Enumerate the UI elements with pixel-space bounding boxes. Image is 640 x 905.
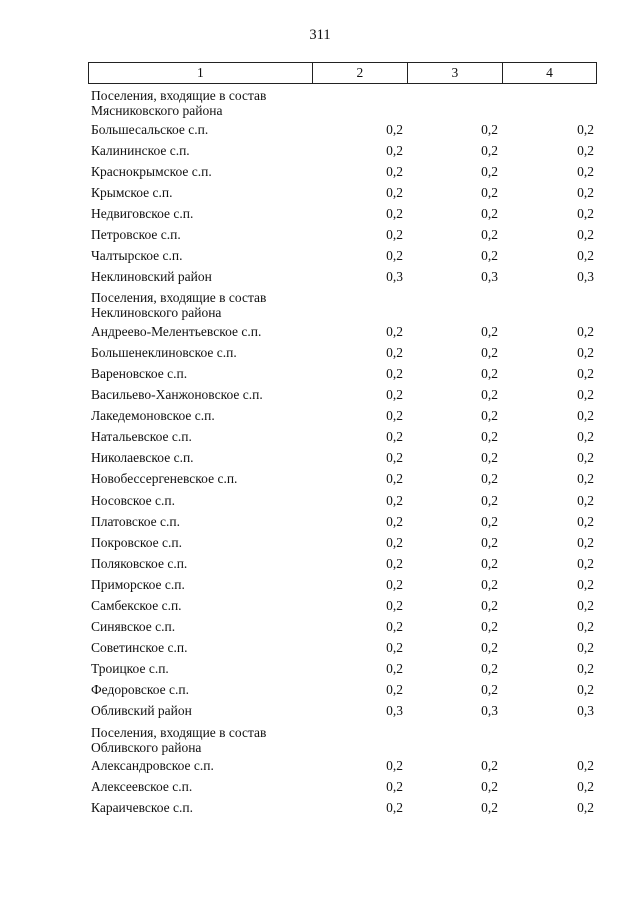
- value-col-3: 0,2: [481, 205, 498, 221]
- value-col-2: 0,2: [386, 142, 403, 158]
- table-row: [88, 798, 597, 819]
- table-row: [88, 364, 597, 385]
- table-header: [88, 62, 597, 84]
- settlement-name: Покровское с.п.: [91, 534, 182, 550]
- value-col-4: 0,2: [577, 576, 594, 592]
- table-row: [88, 554, 597, 575]
- value-col-3: 0,2: [481, 142, 498, 158]
- value-col-3: 0,2: [481, 682, 498, 698]
- group-heading-row: [88, 86, 597, 120]
- settlement-name: Лакедемоновское с.п.: [91, 408, 215, 424]
- table-row: [88, 267, 597, 288]
- value-col-2: 0,2: [386, 163, 403, 179]
- settlement-name: Чалтырское с.п.: [91, 248, 183, 264]
- value-col-4: 0,2: [577, 226, 594, 242]
- settlement-name: Николаевское с.п.: [91, 450, 194, 466]
- table-row: [88, 533, 597, 554]
- column-header-4: 4: [502, 63, 596, 83]
- settlement-name: Поселения, входящие в состав Мясниковского района: [91, 88, 267, 118]
- value-col-4: 0,2: [577, 408, 594, 424]
- value-col-3: 0,3: [481, 703, 498, 719]
- table-row: [88, 596, 597, 617]
- column-header-1: 1: [197, 65, 204, 80]
- value-col-2: 0,2: [386, 800, 403, 816]
- table-row: [88, 777, 597, 798]
- value-col-3: 0,2: [481, 640, 498, 656]
- value-col-4: 0,2: [577, 779, 594, 795]
- table-row: [88, 322, 597, 343]
- settlement-name: Караичевское с.п.: [91, 800, 193, 816]
- value-col-3: 0,2: [481, 513, 498, 529]
- value-col-2: 0,2: [386, 365, 403, 381]
- value-col-4: 0,2: [577, 142, 594, 158]
- table-row: [88, 448, 597, 469]
- value-col-3: 0,2: [481, 344, 498, 360]
- settlement-name: Поселения, входящие в состав Неклиновского района: [91, 290, 267, 321]
- settlement-name: Обливский район: [91, 703, 192, 719]
- table-row: [88, 343, 597, 364]
- value-col-2: 0,2: [386, 184, 403, 200]
- table-row: [88, 756, 597, 777]
- table-row: [88, 427, 597, 448]
- settlement-name: Вареновское с.п.: [91, 365, 188, 381]
- value-col-3: 0,2: [481, 576, 498, 592]
- table-row: [88, 120, 597, 141]
- value-col-4: 0,2: [577, 758, 594, 774]
- settlement-name: Самбекское с.п.: [91, 597, 182, 613]
- value-col-3: 0,2: [481, 661, 498, 677]
- value-col-4: 0,3: [577, 269, 594, 285]
- value-col-4: 0,3: [577, 703, 594, 719]
- table-row: [88, 659, 597, 680]
- table-row: [88, 162, 597, 183]
- value-col-4: 0,2: [577, 597, 594, 613]
- value-col-3: 0,2: [481, 800, 498, 816]
- table-row: [88, 638, 597, 659]
- settlement-name: Поляковское с.п.: [91, 555, 188, 571]
- value-col-3: 0,2: [481, 365, 498, 381]
- value-col-4: 0,2: [577, 205, 594, 221]
- column-header-3: 3: [407, 63, 502, 83]
- table-row: [88, 204, 597, 225]
- settlement-name: Синявское с.п.: [91, 619, 176, 635]
- value-col-4: 0,2: [577, 365, 594, 381]
- table-row: [88, 512, 597, 533]
- value-col-2: 0,2: [386, 492, 403, 508]
- settlement-name: Неклиновский район: [91, 269, 212, 285]
- table-row: [88, 575, 597, 596]
- value-col-2: 0,2: [386, 597, 403, 613]
- value-col-2: 0,2: [386, 226, 403, 242]
- value-col-3: 0,2: [481, 163, 498, 179]
- column-header-2: 2: [312, 63, 407, 83]
- table-row: [88, 680, 597, 701]
- value-col-3: 0,2: [481, 450, 498, 466]
- value-col-3: 0,2: [481, 471, 498, 487]
- value-col-2: 0,2: [386, 779, 403, 795]
- value-col-2: 0,2: [386, 661, 403, 677]
- settlement-name: Александровское с.п.: [91, 758, 214, 774]
- table-row: [88, 183, 597, 204]
- table-row: [88, 701, 597, 722]
- value-col-2: 0,2: [386, 758, 403, 774]
- value-col-3: 0,2: [481, 429, 498, 445]
- value-col-4: 0,2: [577, 492, 594, 508]
- value-col-3: 0,2: [481, 779, 498, 795]
- value-col-2: 0,2: [386, 619, 403, 635]
- page-number: 311: [309, 27, 331, 43]
- value-col-2: 0,2: [386, 387, 403, 403]
- value-col-2: 0,2: [386, 471, 403, 487]
- value-col-2: 0,2: [386, 640, 403, 656]
- value-col-2: 0,2: [386, 248, 403, 264]
- value-col-4: 0,2: [577, 513, 594, 529]
- value-col-4: 0,2: [577, 471, 594, 487]
- settlement-name: Платовское с.п.: [91, 513, 181, 529]
- settlement-name: Приморское с.п.: [91, 576, 185, 592]
- settlement-name: Новобессергеневское с.п.: [91, 471, 238, 487]
- settlement-name: Федоровское с.п.: [91, 682, 190, 698]
- value-col-2: 0,2: [386, 323, 403, 339]
- value-col-2: 0,2: [386, 555, 403, 571]
- value-col-4: 0,2: [577, 429, 594, 445]
- value-col-4: 0,2: [577, 248, 594, 264]
- settlement-name: Крымское с.п.: [91, 184, 173, 200]
- value-col-3: 0,2: [481, 248, 498, 264]
- settlement-name: Троицкое с.п.: [91, 661, 169, 677]
- settlement-name: Натальевское с.п.: [91, 429, 192, 445]
- value-col-3: 0,3: [481, 269, 498, 285]
- value-col-2: 0,2: [386, 682, 403, 698]
- group-heading-row: [88, 723, 597, 757]
- value-col-3: 0,2: [481, 534, 498, 550]
- table-row: [88, 246, 597, 267]
- value-col-2: 0,2: [386, 121, 403, 137]
- settlement-name: Калининское с.п.: [91, 142, 190, 158]
- value-col-4: 0,2: [577, 555, 594, 571]
- settlement-name: Алексеевское с.п.: [91, 779, 193, 795]
- value-col-2: 0,2: [386, 513, 403, 529]
- table-row: [88, 225, 597, 246]
- value-col-3: 0,2: [481, 619, 498, 635]
- value-col-2: 0,3: [386, 269, 403, 285]
- value-col-3: 0,2: [481, 323, 498, 339]
- settlement-name: Поселения, входящие в состав Обливского района: [91, 724, 267, 755]
- value-col-4: 0,2: [577, 387, 594, 403]
- group-heading-row: [88, 288, 597, 322]
- value-col-2: 0,2: [386, 576, 403, 592]
- value-col-4: 0,2: [577, 323, 594, 339]
- table-row: [88, 491, 597, 512]
- value-col-3: 0,2: [481, 758, 498, 774]
- settlement-name: Советинское с.п.: [91, 640, 188, 656]
- value-col-2: 0,3: [386, 703, 403, 719]
- settlement-name: Васильево-Ханжоновское с.п.: [91, 387, 263, 403]
- value-col-2: 0,2: [386, 450, 403, 466]
- value-col-2: 0,2: [386, 408, 403, 424]
- value-col-4: 0,2: [577, 661, 594, 677]
- value-col-4: 0,2: [577, 800, 594, 816]
- value-col-2: 0,2: [386, 534, 403, 550]
- settlement-name: Петровское с.п.: [91, 226, 181, 242]
- value-col-3: 0,2: [481, 492, 498, 508]
- value-col-2: 0,2: [386, 205, 403, 221]
- settlement-name: Большесальское с.п.: [91, 121, 209, 137]
- value-col-4: 0,2: [577, 163, 594, 179]
- value-col-3: 0,2: [481, 226, 498, 242]
- settlement-name: Краснокрымское с.п.: [91, 163, 212, 179]
- value-col-4: 0,2: [577, 344, 594, 360]
- settlement-name: Большенеклиновское с.п.: [91, 344, 237, 360]
- value-col-4: 0,2: [577, 640, 594, 656]
- table-row: [88, 617, 597, 638]
- value-col-4: 0,2: [577, 184, 594, 200]
- table-row: [88, 469, 597, 490]
- value-col-3: 0,2: [481, 387, 498, 403]
- value-col-3: 0,2: [481, 597, 498, 613]
- table-row: [88, 141, 597, 162]
- value-col-2: 0,2: [386, 429, 403, 445]
- value-col-3: 0,2: [481, 121, 498, 137]
- value-col-4: 0,2: [577, 619, 594, 635]
- table-row: [88, 406, 597, 427]
- table-body: [88, 86, 597, 819]
- value-col-3: 0,2: [481, 555, 498, 571]
- value-col-2: 0,2: [386, 344, 403, 360]
- value-col-3: 0,2: [481, 184, 498, 200]
- value-col-4: 0,2: [577, 534, 594, 550]
- value-col-4: 0,2: [577, 121, 594, 137]
- value-col-3: 0,2: [481, 408, 498, 424]
- value-col-4: 0,2: [577, 682, 594, 698]
- settlement-name: Носовское с.п.: [91, 492, 175, 508]
- settlement-name: Недвиговское с.п.: [91, 205, 194, 221]
- value-col-4: 0,2: [577, 450, 594, 466]
- table-row: [88, 385, 597, 406]
- settlement-name: Андреево-Мелентьевское с.п.: [91, 323, 262, 339]
